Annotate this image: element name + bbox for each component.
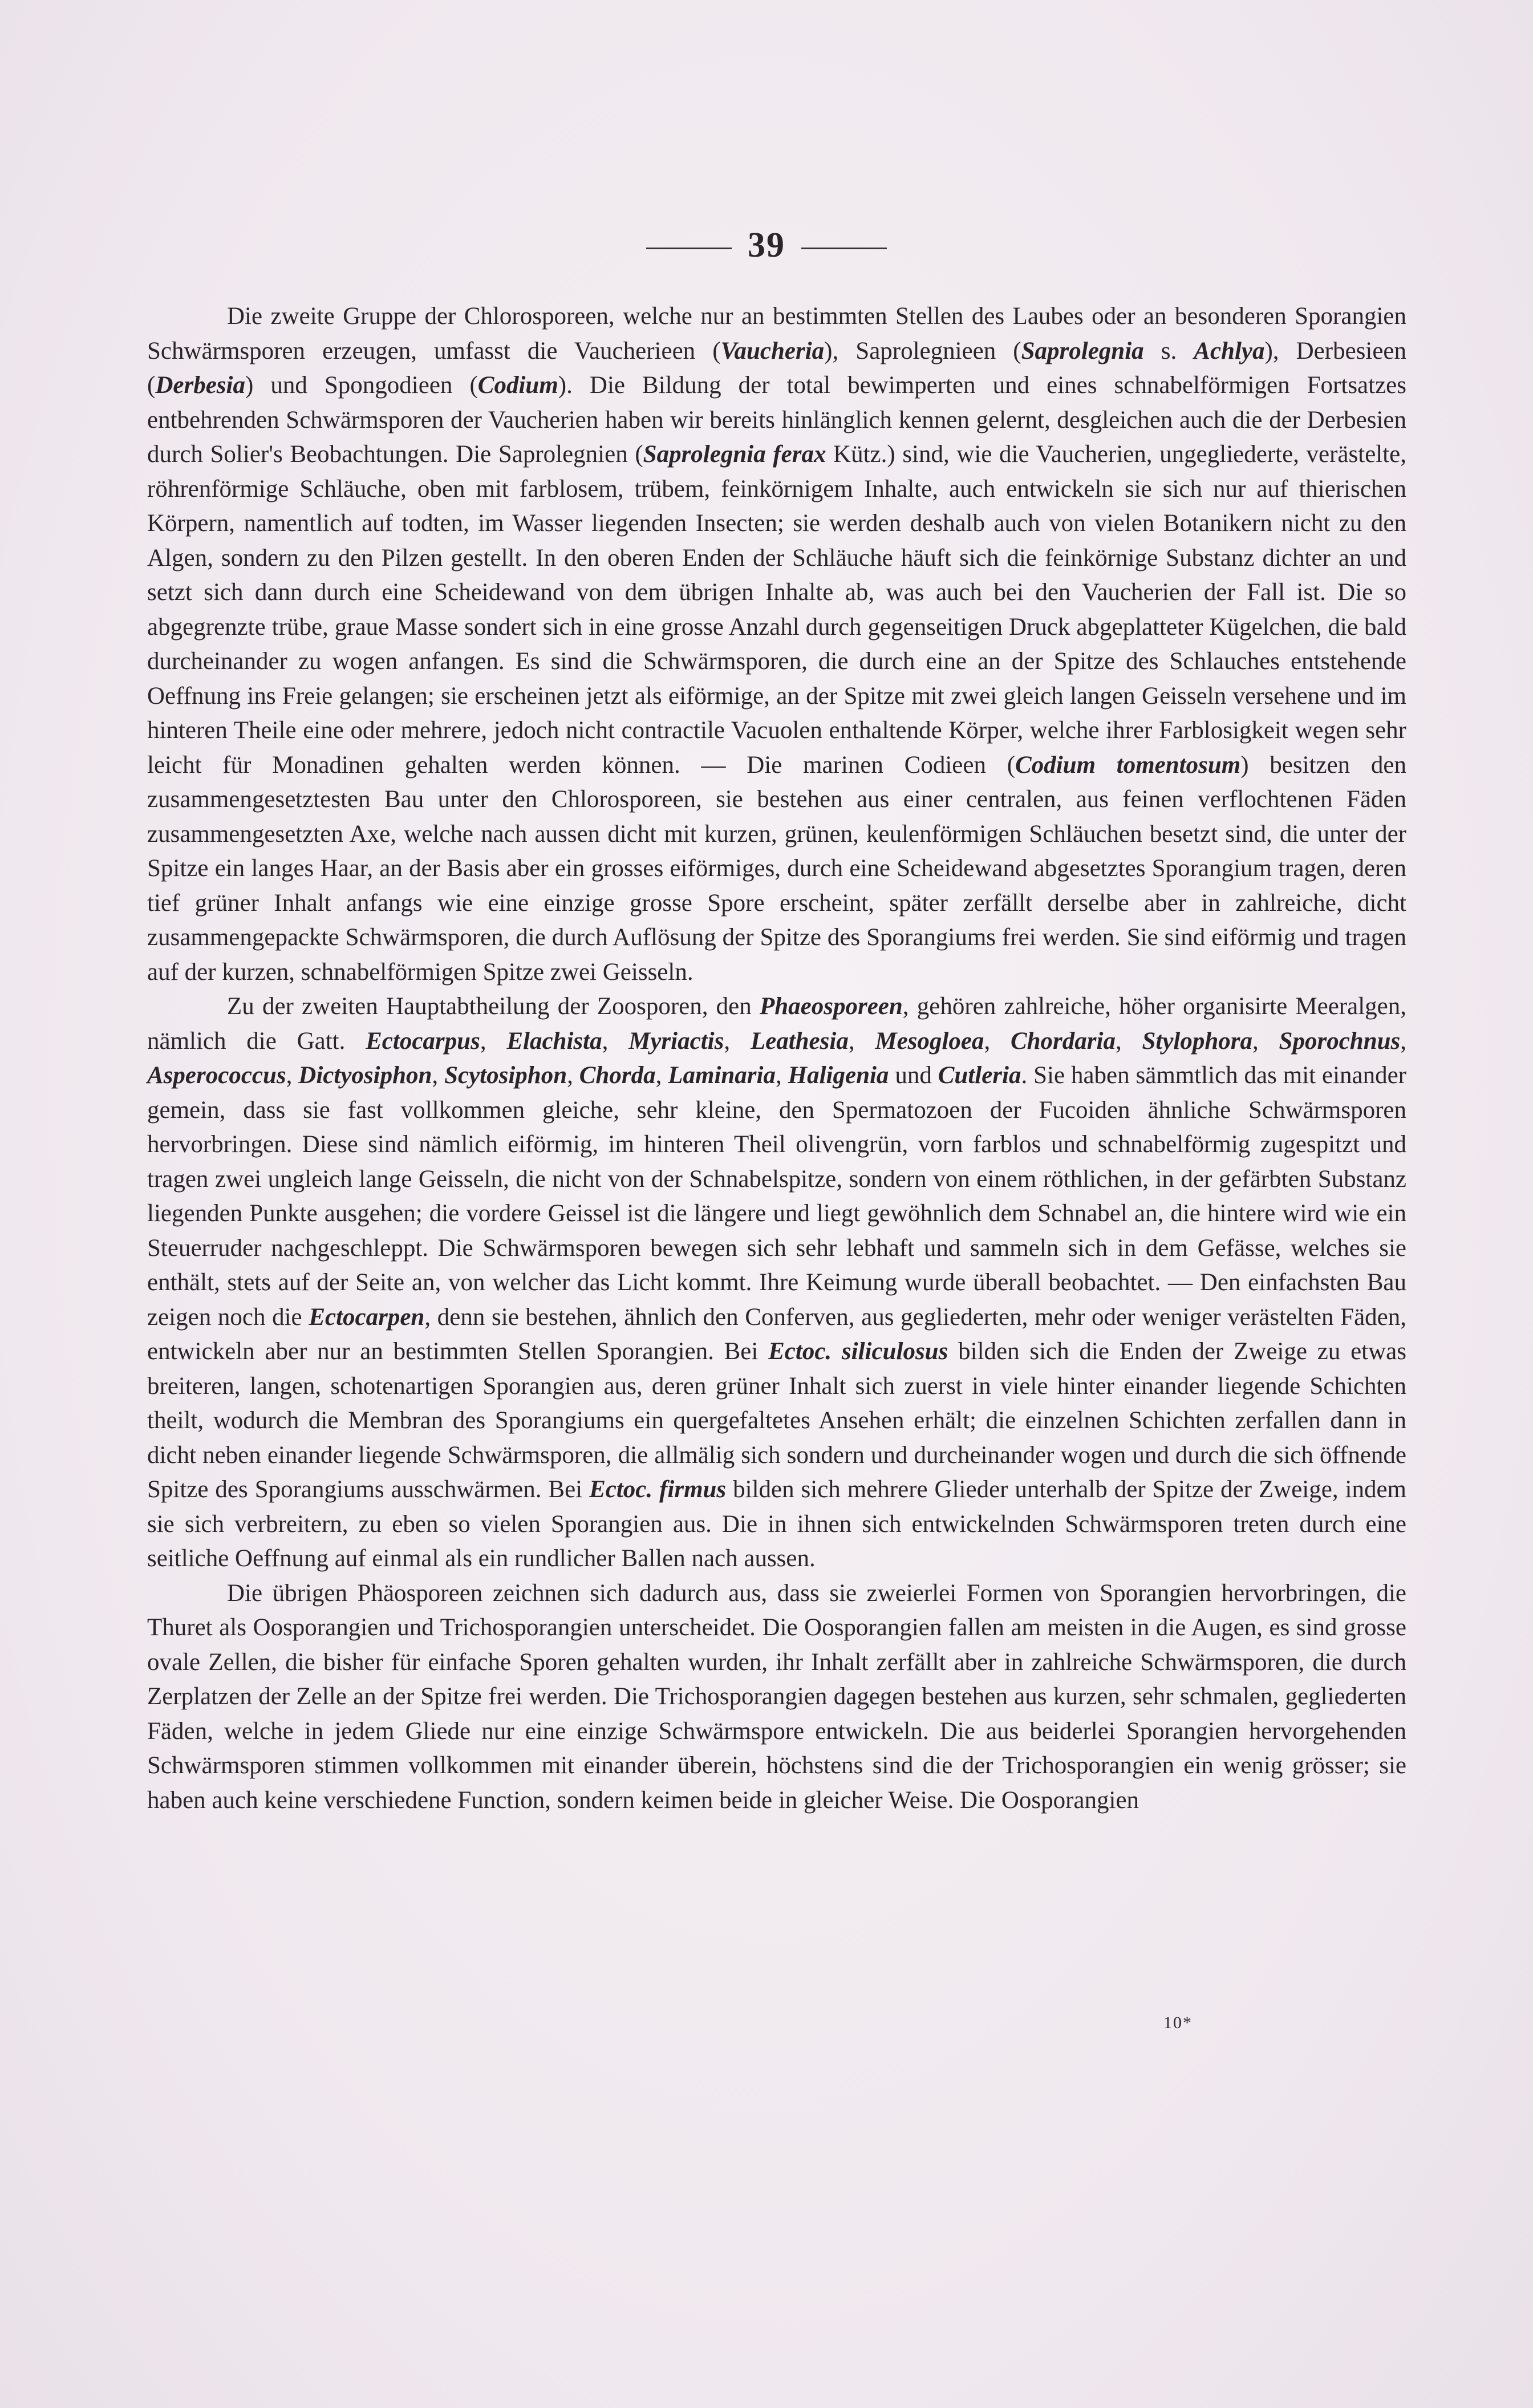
text-run: , [1252,1027,1279,1055]
italic-term: Phaeosporeen [759,993,903,1020]
italic-term: Codium tomentosum [1015,751,1241,779]
italic-term: Codium [477,372,558,399]
italic-term: Mesogloea [875,1027,984,1055]
italic-term: Sporochnus [1279,1027,1401,1055]
italic-term: Dictyosiphon [298,1062,432,1089]
italic-term: Saprolegnia [1021,337,1144,364]
page-header [0,225,1533,266]
italic-term: Ectoc. firmus [589,1476,727,1503]
text-run: Kütz.) sind, wie die Vaucherien, ungegliederte, verästelte, röhrenförmige Schläuche, oben mit farblosem, trübem, feinkörnigem Inhalte, auch entwickeln sie sich nur auf thierischen Körpern, namentlich auf todten, im Wasser liegenden Insecten; sie werden deshalb auch von vielen Botanikern nicht zu den Algen, sondern zu den Pilzen gestellt. In den oberen Enden der Schläuche häuft sich die feinkörnige Substanz dichter an und setzt sich dann durch eine Scheidewand von dem übrigen Inhalte ab, was auch bei den Vaucherien der Fall ist. Die so abgegrenzte trübe, graue Masse sondert sich in eine grosse Anzahl durch gegenseitigen Druck abgeplatteter Kügelchen, die bald durcheinander zu wogen anfangen. Es sind die Schwärmsporen, die durch eine an der Spitze des Schlauches entstehende Oeffnung ins Freie gelangen; sie erscheinen jetzt als eiförmige, an der Spitze mit zwei gleich langen Geisseln versehene und im hinteren Theile eine oder mehrere, jedoch nicht contractile Vacuolen enthaltende Körper, welche ihrer Farblosigkeit wegen sehr leicht für Monadinen gehalten werden können. — Die marinen Codieen ( [147,441,1407,779]
text-run: , [984,1027,1011,1055]
text-run: , [848,1027,875,1055]
italic-term: Myriactis [628,1027,724,1055]
paragraph [147,1576,1406,1818]
text-run: ), Derbesieen ( [147,337,1407,399]
text-run: , [286,1062,299,1089]
italic-term: Vaucheria [720,337,825,364]
italic-term: Ectocarpen [309,1303,425,1331]
paragraph [147,299,1406,990]
header-rule-right [801,248,887,249]
text-run: ), Saprolegnieen ( [824,337,1021,364]
text-run: , [432,1062,445,1089]
italic-term: Saprolegnia ferax [643,441,826,468]
italic-term: Elachista [506,1027,602,1055]
header-rule-left [646,248,732,249]
italic-term: Haligenia [788,1062,889,1089]
body-text [147,299,1406,1818]
text-run: , [480,1027,507,1055]
italic-term: Leathesia [750,1027,849,1055]
signature-mark: 10* [1163,2013,1193,2032]
text-run: , [1400,1027,1407,1055]
italic-term: Stylophora [1142,1027,1253,1055]
text-run: , [776,1062,788,1089]
text-run: , [724,1027,751,1055]
text-run: und [889,1062,938,1089]
text-run: Die übrigen Phäosporeen zeichnen sich dadurch aus, dass sie zweierlei Formen von Sporangien hervorbringen, die Thuret als Oosporangien und Trichosporangien unterscheidet. Die Oosporangien fallen am meisten in die Augen, es sind grosse ovale Zellen, die bisher für einfache Sporen gehalten wurden, ihr Inhalt zerfällt aber in zahlreiche Schwärmsporen, die durch Zerplatzen der Zelle an der Spitze frei werden. Die Trichosporangien dagegen bestehen aus kurzen, sehr schmalen, gegliederten Fäden, welche in jedem Gliede nur eine einzige Schwärmspore entwickeln. Die aus beiderlei Sporangien hervorgehenden Schwärmsporen stimmen vollkommen mit einander überein, höchstens sind die der Trichosporangien ein wenig grösser; sie haben auch keine verschiedene Function, sondern keimen beide in gleicher Weise. Die Oosporangien [147,1579,1406,1814]
text-run: Die zweite Gruppe der Chlorosporeen, welche nur an bestimmten Stellen des Laubes oder an besonderen Sporangien Schwärmsporen erzeugen, umfasst die Vaucherieen ( [147,303,1406,364]
italic-term: Chorda [579,1062,656,1089]
italic-term: Derbesia [155,372,245,399]
text-run: bilden sich mehrere Glieder unterhalb der Spitze der Zweige, indem sie sich verbreitern, zu eben so vielen Sporangien aus. Die in ihnen sich entwickelnden Schwärmsporen treten durch eine seitliche Oeffnung auf einmal als ein rundlicher Ballen nach aussen. [147,1476,1406,1572]
italic-term: Cutleria [938,1062,1021,1089]
italic-term: Chordaria [1010,1027,1116,1055]
italic-term: Scytosiphon [444,1062,567,1089]
text-run: , [655,1062,668,1089]
text-run: bilden sich die Enden der Zweige zu etwas breiteren, langen, schotenartigen Sporangien aus, deren grüner Inhalt sich zuerst in viele hinter einander liegende Schichten theilt, wodurch die Membran des Sporangiums ein quergefaltetes Ansehen erhält; die einzelnen Schichten zerfallen dann in dicht neben einander liegende Schwärmsporen, die allmälig sich sondern und durcheinander wogen und durch die sich öffnende Spitze des Sporangiums ausschwärmen. Bei [147,1338,1406,1503]
text-run: Zu der zweiten Hauptabtheilung der Zoosporen, den [227,993,760,1020]
italic-term: Laminaria [668,1062,776,1089]
text-run: , denn sie bestehen, ähnlich den Conferven, aus gegliederten, mehr oder weniger verästelten Fäden, entwickeln aber nur an bestimmten Stellen Sporangien. Bei [147,1303,1406,1365]
text-run: , gehören zahlreiche, höher organisirte Meeralgen, nämlich die Gatt. [147,993,1406,1055]
italic-term: Ectoc. siliculosus [768,1338,948,1365]
text-run: , [567,1062,579,1089]
text-run: , [602,1027,629,1055]
text-run: ). Die Bildung der total bewimperten und eines schnabelförmigen Fortsatzes entbehrenden Schwärmsporen der Vaucherien haben wir bereits hinlänglich kennen gelernt, desgleichen auch die der Derbesien durch Solier's Beobachtungen. Die Saprolegnien ( [147,372,1406,468]
text-run: . Sie haben sämmtlich das mit einander gemein, dass sie fast vollkommen gleiche, sehr kleine, den Spermatozoen der Fucoiden ähnliche Schwärmsporen hervorbringen. Diese sind nämlich eiförmig, im hinteren Theil olivengrün, vorn farblos und schnabelförmig zugespitzt und tragen zwei ungleich lange Geisseln, die nicht von der Schnabelspitze, sondern von einem röthlichen, in der gefärbten Substanz liegenden Punkte ausgehen; die vordere Geissel ist die längere und liegt gewöhnlich dem Schnabel an, die hintere wird wie ein Steuerruder nachgeschleppt. Die Schwärmsporen bewegen sich sehr lebhaft und sammeln sich in dem Gefässe, welches sie enthält, stets auf der Seite an, von welcher das Licht kommt. Ihre Keimung wurde überall beobachtet. — Den einfachsten Bau zeigen noch die [147,1062,1407,1331]
italic-term: Achlya [1194,337,1265,364]
page-number: 39 [748,226,785,265]
text-run: ) und Spongodieen ( [245,372,478,399]
text-run: , [1115,1027,1142,1055]
italic-term: Ectocarpus [366,1027,480,1055]
italic-term: Asperococcus [147,1062,286,1089]
paragraph [147,990,1406,1576]
text-run: s. [1143,337,1194,364]
text-run: ) besitzen den zusammengesetztesten Bau unter den Chlorosporeen, sie bestehen aus einer centralen, aus feinen verflochtenen Fäden zusammengesetzten Axe, welche nach aussen dicht mit kurzen, grünen, keulenförmigen Schläuchen besetzt sind, die unter der Spitze ein langes Haar, an der Basis aber ein grosses eiförmiges, durch eine Scheidewand abgesetztes Sporangium tragen, deren tief grüner Inhalt anfangs wie eine einzige grosse Spore erscheint, später zerfällt derselbe aber in zahlreiche, dicht zusammengepackte Schwärmsporen, die durch Auflösung der Spitze des Sporangiums frei werden. Sie sind eiförmig und tragen auf der kurzen, schnabelförmigen Spitze zwei Geisseln. [147,751,1406,986]
